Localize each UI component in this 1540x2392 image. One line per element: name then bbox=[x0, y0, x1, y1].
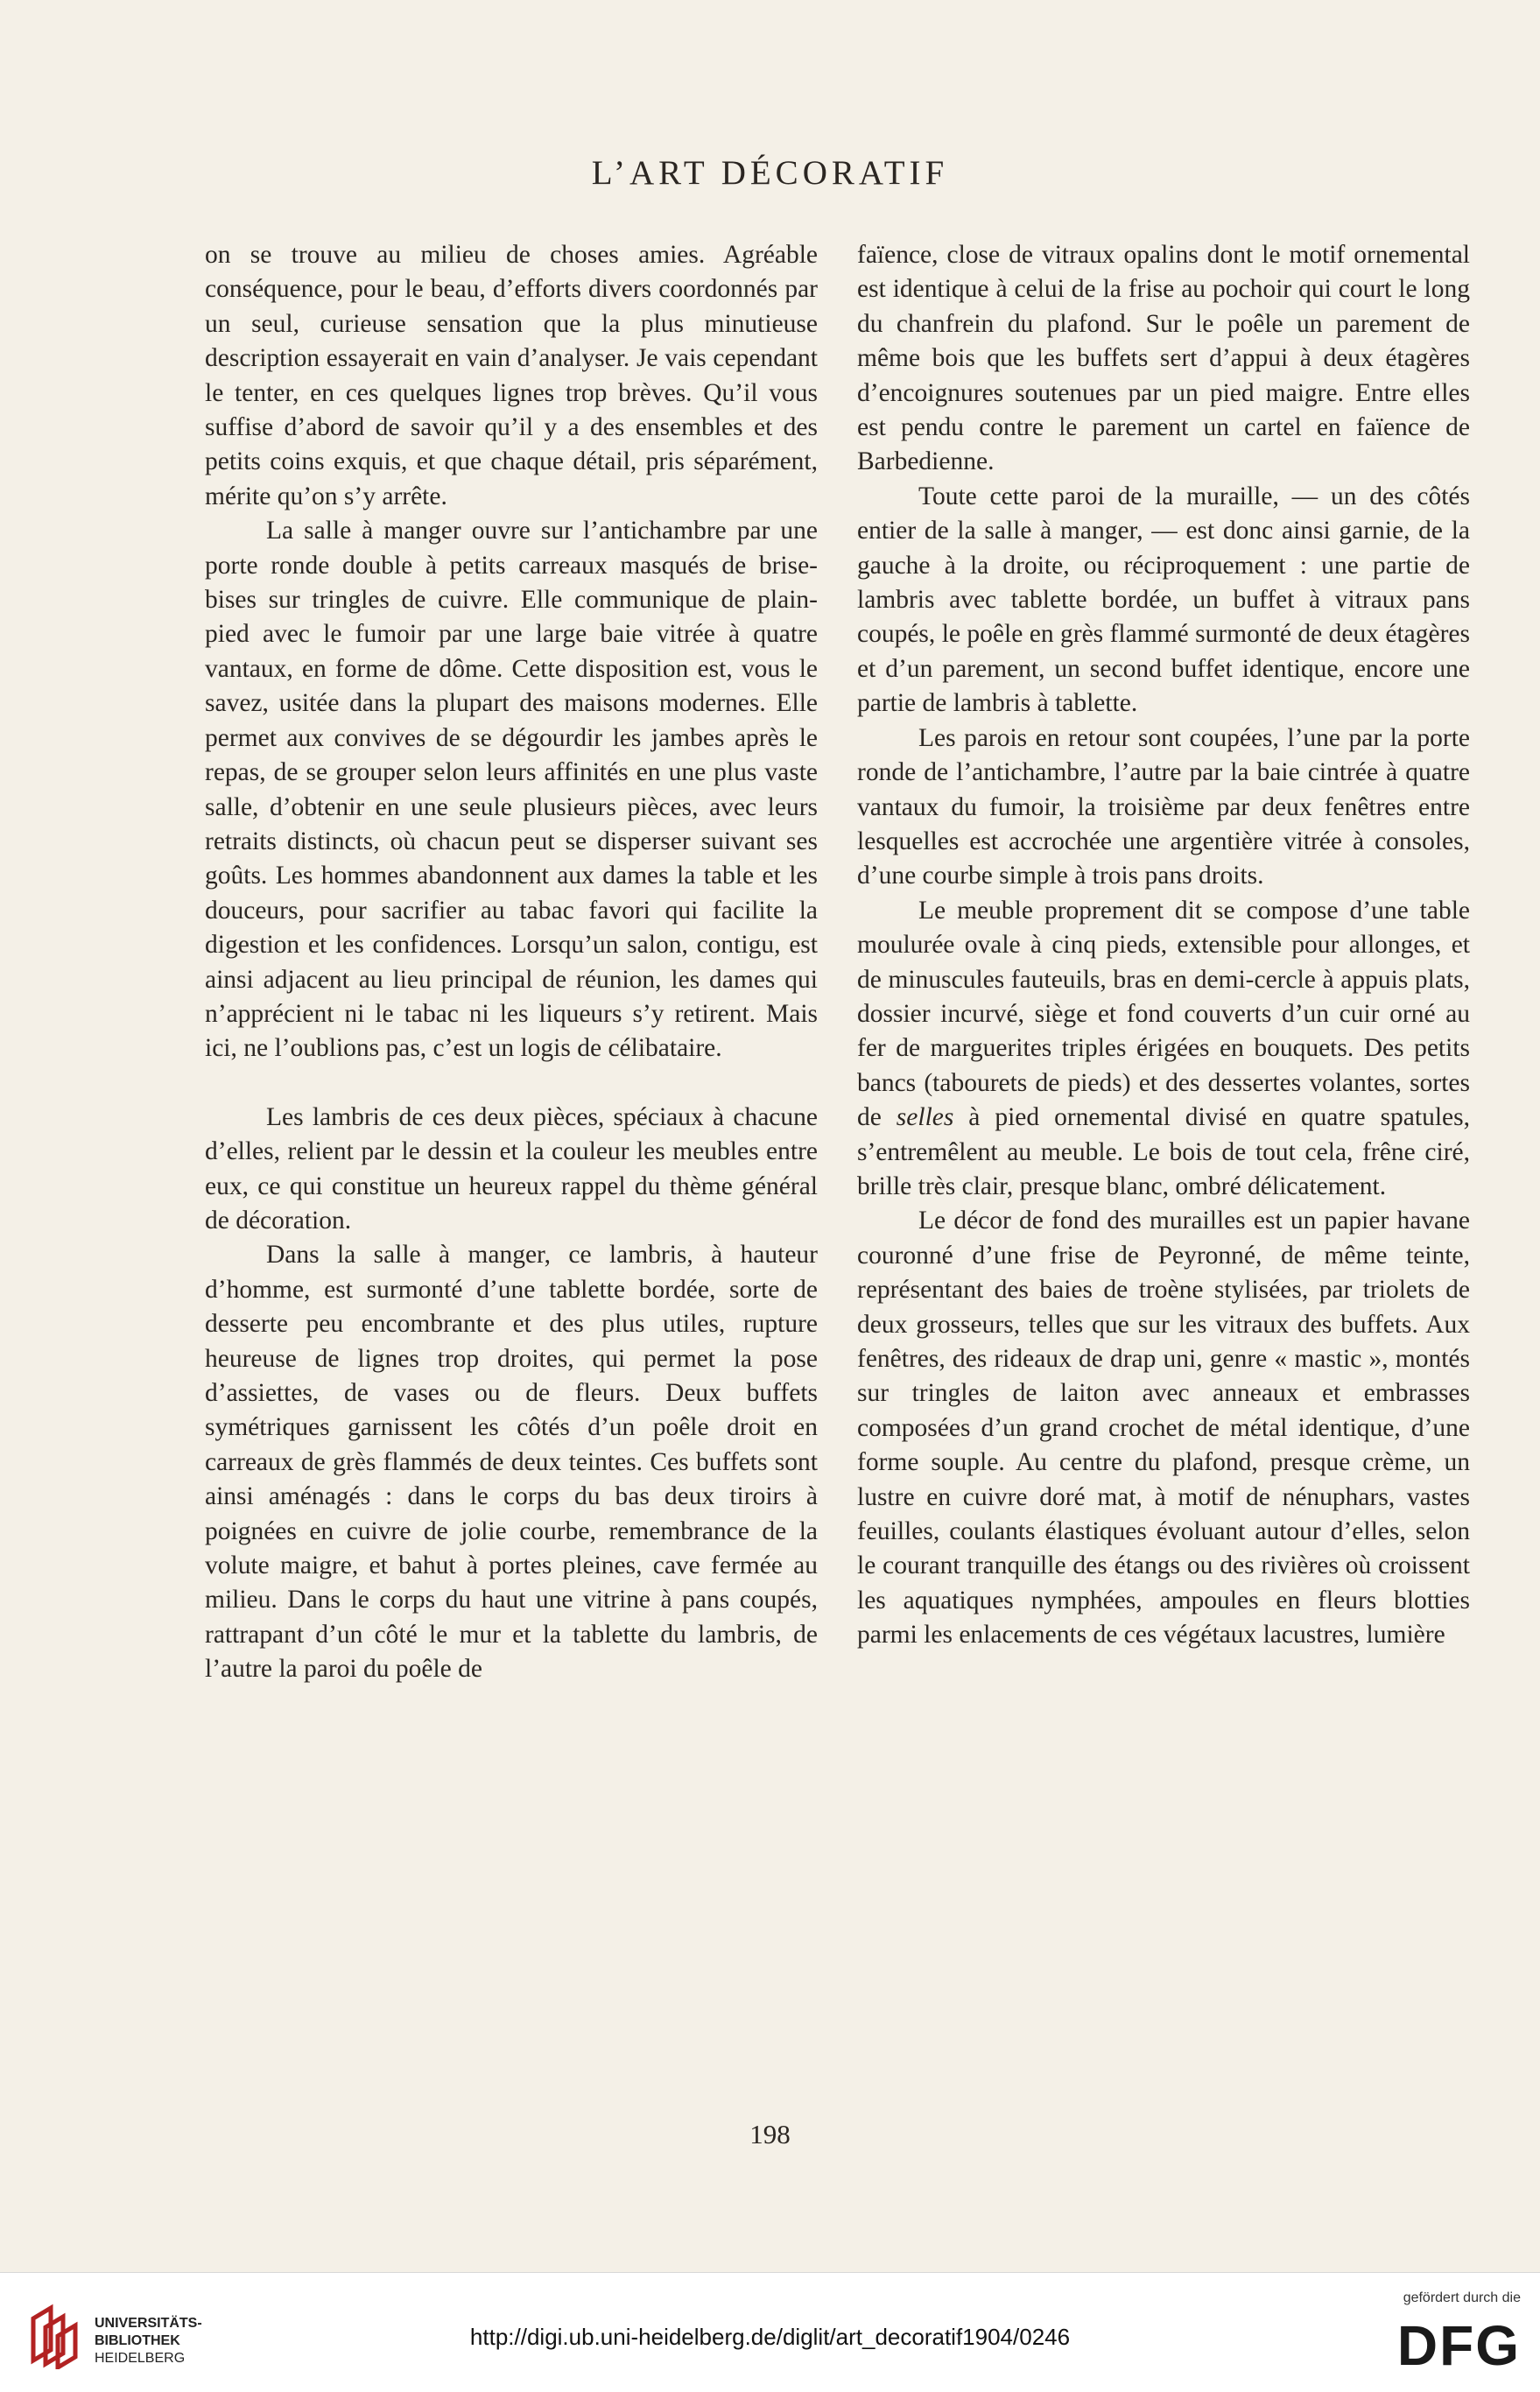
paragraph: Les lambris de ces deux pièces, spéciaux à chacune d’elles, relient par le dessin et la couleur les meubles entre eux, ce qui constitue un heureux rappel du thème général de décoration. bbox=[205, 1102, 818, 1235]
library-name-line: HEIDELBERG bbox=[95, 2351, 186, 2366]
paragraph: Le décor de fond des murailles est un papier havane couronné d’une frise de Peyronné, de même teinte, représentant des baies de troène stylisées, par triolets de deux grosseurs, telles que sur les vitraux des buffets. Aux fenêtres, des rideaux de drap uni, genre « mastic », montés sur tringles de laiton avec anneaux et embrasses composées d’un grand crochet de métal identique, d’une forme souple. Au centre du plafond, presque crème, un lustre en cuivre doré mat, à motif de nénuphars, vastes feuilles, coulants élastiques évoluant autour d’elles, selon le courant tranquille des étangs ou des rivières où croissent les aquatiques nymphées, ampoules en fleurs blotties parmi les enlacements de ces végétaux lacustres, lumière bbox=[857, 1207, 1470, 1650]
page-number: 198 bbox=[749, 2119, 791, 2149]
dfg-logo[interactable]: DFG bbox=[1396, 2314, 1521, 2377]
italic-word: selles bbox=[896, 1103, 954, 1132]
paragraph-text: à pied ornemental divisé en quatre spatules, s’entremêlent au meuble. Le bois de tout cela, frêne ciré, brille très clair, presque blanc, ombré délicatement. bbox=[857, 1103, 1470, 1200]
paragraph-text: Le meuble proprement dit se compose d’une table moulurée ovale à cinq pieds, extensible pour allonges, et de minuscules fauteuils, bras en demi-cercle à appuis plats, dossier incurvé, siège et fond couverts d’un cuir orné au fer de marguerites triples érigées en bouquets. Des petits bancs (tabourets de pieds) et des dessertes volantes, sortes de bbox=[857, 896, 1470, 1132]
running-header: L’ART DÉCORATIF bbox=[591, 154, 949, 192]
paragraph bbox=[857, 894, 1470, 1205]
paragraph: La salle à manger ouvre sur l’antichambre par une porte ronde double à petits carreaux masqués de brise-bises sur tringles de cuivre. Elle communique de plain-pied avec le fumoir par une large baie vitrée à quatre vantaux, en forme de dôme. Cette disposition est, vous le savez, usitée dans la plupart des maisons modernes. Elle permet aux convives de se dégourdir les jambes après le repas, de se grouper selon leurs affinités en une plus vaste salle, d’obtenir en une seule plusieurs pièces, avec leurs retraits distincts, où chacun peut se disperser suivant ses goûts. Les hommes abandonnent aux dames la table et les douceurs, pour sacrifier au tabac favori qui facilite la digestion et les confidences. Lorsqu’un salon, contigu, est ainsi adjacent au lieu principal de réunion, les dames qui n’apprécient ni le tabac ni les liqueurs s’y retirent. Mais ici, ne l’oublions pas, c’est un logis de célibataire. bbox=[205, 517, 818, 1063]
paragraph: Toute cette paroi de la muraille, — un des côtés entier de la salle à manger, — est donc ainsi garnie, de la gauche à la droite, ou réciproquement : une partie de lambris avec tablette bordée, un buffet à vitraux pans coupés, le poêle en grès flammé surmonté de deux étagères et d’un parement, un second buffet identique, encore une partie de lambris à tablette. bbox=[857, 482, 1470, 718]
paragraph: on se trouve au milieu de choses amies. Agréable conséquence, pour le beau, d’efforts divers coordonnés par un seul, curieuse sensation que la plus minutieuse description essayerait en vain d’analyser. Je vais cependant le tenter, en ces quelques lignes trop brèves. Qu’il vous suffise d’abord de savoir qu’il y a des ensembles et des petits coins exquis, et que chaque détail, pris séparément, mérite qu’on s’y arrête. bbox=[205, 241, 818, 510]
permalink-url[interactable]: http://digi.ub.uni-heidelberg.de/diglit/art_decoratif1904/0246 bbox=[469, 2324, 1071, 2350]
funded-by-label: gefördert durch die bbox=[1403, 2290, 1521, 2305]
library-name-line: UNIVERSITÄTS- bbox=[95, 2316, 202, 2331]
paragraph: Dans la salle à manger, ce lambris, à hauteur d’homme, est surmonté d’une tablette bordée, sorte de desserte peu encombrante et des plus utiles, rupture heureuse de lignes trop droites, qui permet la pose d’assiettes, de vases ou de fleurs. Deux buffets symétriques garnissent les côtés d’un poêle droit en carreaux de grès flammés de deux teintes. Ces buffets sont ainsi aménagés : dans le corps du bas deux tiroirs à poignées en cuivre de jolie courbe, remembrance de la volute maigre, et bahut à portes pleines, cave fermée au milieu. Dans le corps du haut une vitrine à pans coupés, rattrapant d’un côté le mur et la tablette du lambris, de l’autre la paroi du poêle de bbox=[205, 1241, 818, 1684]
footer-bar bbox=[0, 2272, 1540, 2392]
paragraph: faïence, close de vitraux opalins dont le motif ornemental est identique à celui de la frise au pochoir qui court le long du chanfrein du plafond. Sur le poêle un parement de même bois que les buffets sert d’appui à deux étagères d’encoignures soutenues par un pied maigre. Entre elles est pendu contre le parement un cartel en faïence de Barbedienne. bbox=[857, 241, 1470, 476]
right-column bbox=[857, 238, 1470, 1653]
left-column bbox=[205, 238, 818, 1687]
paragraph: Les parois en retour sont coupées, l’une par la porte ronde de l’antichambre, l’autre par la baie cintrée à quatre vantaux du fumoir, la troisième par deux fenêtres entre lesquelles est accrochée une argentière vitrée à consoles, d’une courbe simple à trois pans droits. bbox=[857, 723, 1470, 890]
library-name-line: BIBLIOTHEK bbox=[95, 2333, 180, 2348]
